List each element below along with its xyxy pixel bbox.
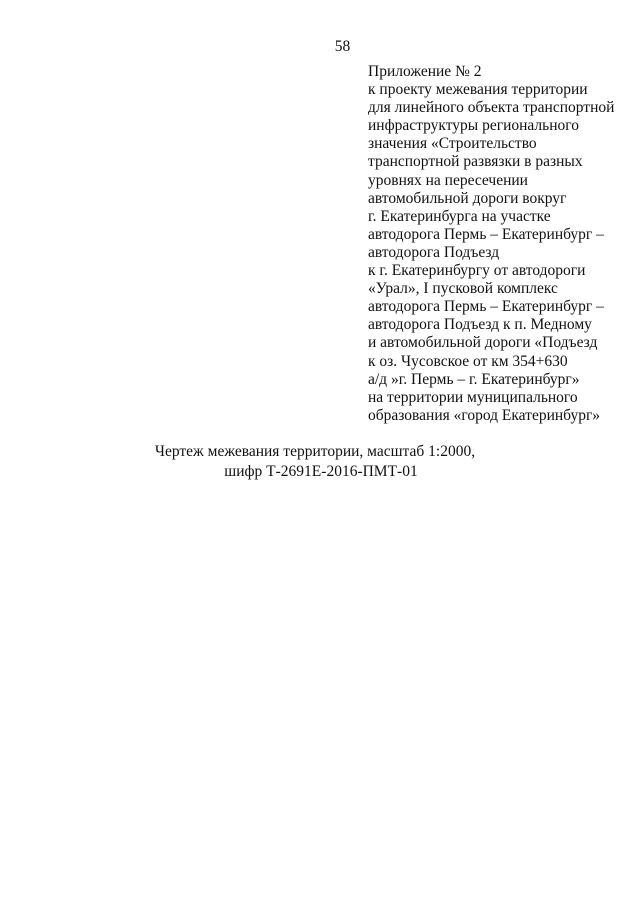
- appendix-line: транспортной развязки в разных: [368, 153, 583, 171]
- appendix-line: автодорога Пермь – Екатеринбург –: [368, 225, 604, 243]
- appendix-line: автодорога Подъезд: [368, 243, 500, 261]
- appendix-line: на территории муниципального: [368, 388, 578, 406]
- appendix-line: к проекту межевания территории: [368, 81, 588, 99]
- appendix-line: для линейного объекта транспортной: [368, 99, 615, 117]
- appendix-line: к оз. Чусовское от км 354+630: [368, 352, 568, 370]
- caption-code: шифр Т-2691Е-2016-ПМТ-01: [224, 463, 418, 480]
- appendix-line: «Урал», I пусковой комплекс: [368, 280, 558, 298]
- appendix-line: автомобильной дороги вокруг: [368, 189, 567, 207]
- appendix-line: образования «город Екатеринбург»: [368, 406, 601, 424]
- appendix-title: Приложение № 2: [368, 63, 482, 80]
- appendix-line: инфраструктуры регионального: [368, 117, 579, 135]
- appendix-line: и автомобильной дороги «Подъезд: [368, 334, 598, 352]
- appendix-line: г. Екатеринбурга на участке: [368, 207, 551, 225]
- appendix-line: к г. Екатеринбургу от автодороги: [368, 262, 586, 280]
- page-number: 58: [334, 38, 351, 55]
- appendix-line: значения «Строительство: [368, 135, 537, 153]
- appendix-line: а/д »г. Пермь – г. Екатеринбург»: [368, 370, 580, 388]
- caption-title: Чертеж межевания территории, масштаб 1:2000,: [154, 443, 476, 460]
- appendix-block: [368, 63, 638, 425]
- appendix-line: автодорога Подъезд к п. Медному: [368, 316, 592, 334]
- drawing-caption: [0, 442, 640, 482]
- appendix-line: уровнях на пересечении: [368, 171, 528, 189]
- appendix-line: автодорога Пермь – Екатеринбург –: [368, 298, 604, 316]
